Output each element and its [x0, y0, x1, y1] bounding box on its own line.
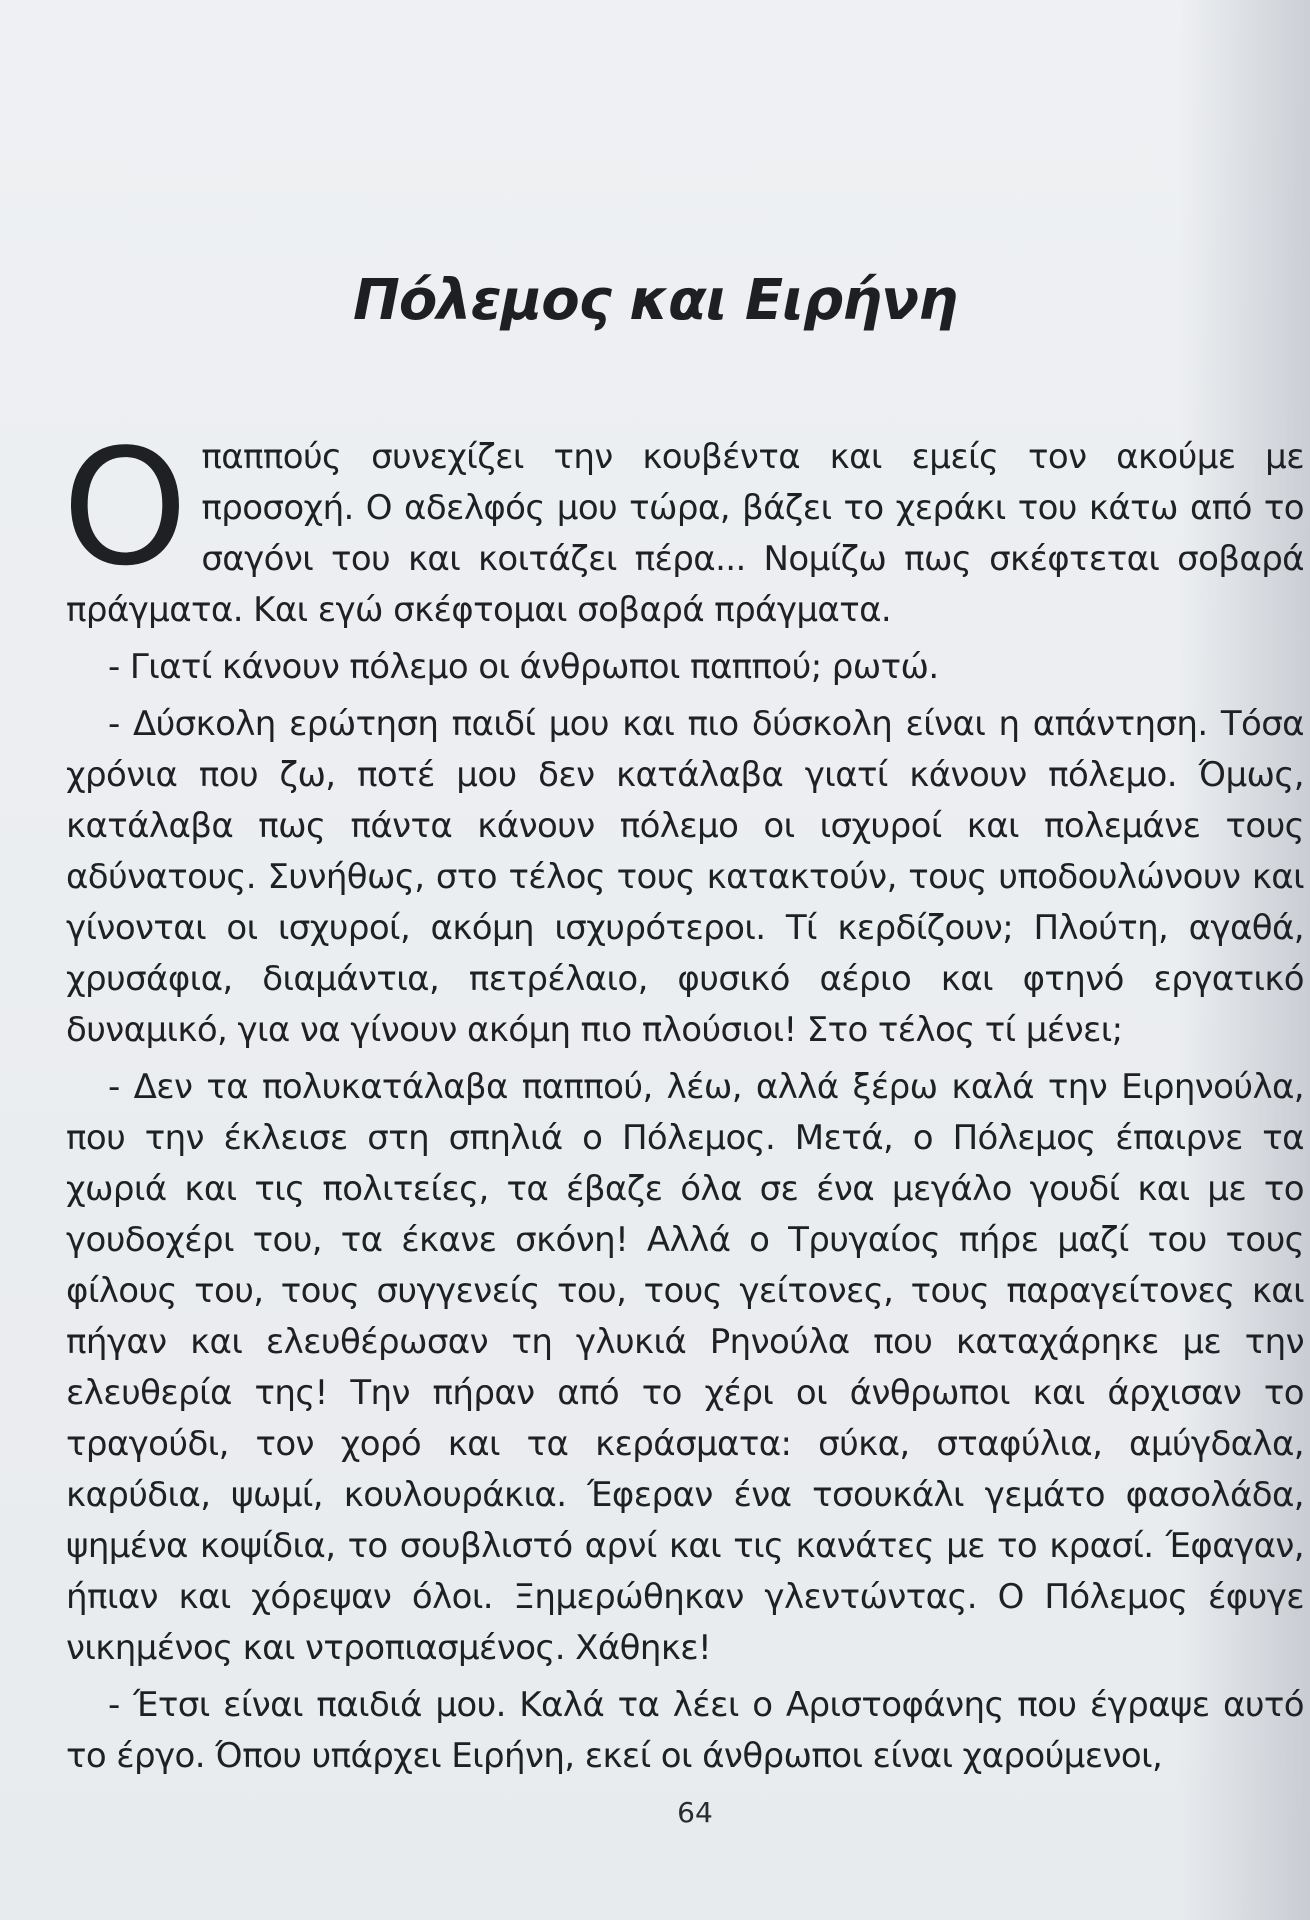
paragraph-5: - Έτσι είναι παιδιά μου. Καλά τα λέει ο Αριστοφάνης που έγραψε αυτό το έργο. Όπου υπάρχει Ειρήνη, εκεί οι άνθρωποι είναι χαρούμενοι,	[66, 1685, 1304, 1776]
body-text	[62, 414, 1304, 1788]
paragraph-4: - Δεν τα πολυκατάλαβα παππού, λέω, αλλά ξέρω καλά την Ειρηνούλα, που την έκλεισε στη σπηλιά ο Πόλεμος. Μετά, ο Πόλεμος έπαιρνε τα χωριά και τις πολιτείες, τα έβαζε όλα σε ένα μεγάλο γουδί και με το γουδοχέρι του, τα έκανε σκόνη! Αλλά ο Τρυγαίος πήρε μαζί του τους φίλους του, τους συγγενείς του, τους γείτονες, τους παραγείτονες και πήγαν και ελευθέρωσαν τη γλυκιά Ρηνούλα που καταχάρηκε με την ελευθερία της! Την πήραν από το χέρι οι άνθρωποι και άρχισαν το τραγούδι, τον χορό και τα κεράσματα: σύκα, σταφύλια, αμύγδαλα, καρύδια, ψωμί, κουλουράκια. Έφεραν ένα τσουκάλι γεμάτο φασολάδα, ψημένα κοψίδια, το σουβλιστό αρνί και τις κανάτες με το κρασί. Έφαγαν, ήπιαν και χόρεψαν όλοι. Ξημερώθηκαν γλεντώντας. Ο Πόλεμος έφυγε νικημένος και ντροπιασμένος. Χάθηκε!	[66, 1067, 1304, 1668]
page-number: 64	[677, 1796, 713, 1829]
drop-cap: Ο	[62, 414, 188, 601]
paragraph-3: - Δύσκολη ερώτηση παιδί μου και πιο δύσκολη είναι η απάντηση. Τόσα χρόνια που ζω, ποτέ μου δεν κατάλαβα γιατί κάνουν πόλεμο. Όμως, κατάλαβα πως πάντα κάνουν πόλεμο οι ισχυροί και πολεμάνε τους αδύνατους. Συνήθως, στο τέλος τους κατακτούν, τους υποδουλώνουν και γίνονται οι ισχυροί, ακόμη ισχυρότεροι. Τί κερδίζουν; Πλούτη, αγαθά, χρυσάφια, διαμάντια, πετρέλαιο, φυσικό αέριο και φτηνό εργατικό δυναμικό, για να γίνουν ακόμη πιο πλούσιοι! Στο τέλος τί μένει;	[66, 704, 1304, 1050]
paragraph-1	[62, 414, 1304, 636]
paragraph-1-text: παππούς συνεχίζει την κουβέντα και εμείς τον ακούμε με προσοχή. Ο αδελφός μου τώρα, βάζει το χεράκι του κάτω από το σαγόνι του και κοιτάζει πέρα... Νομίζω πως σκέφτεται σοβαρά πράγματα. Και εγώ σκέφτομαι σοβαρά πράγματα.	[66, 437, 1304, 630]
paragraph-2: - Γιατί κάνουν πόλεμο οι άνθρωποι παππού; ρωτώ.	[108, 647, 939, 687]
chapter-title: Πόλεμος και Ειρήνη	[353, 268, 957, 333]
